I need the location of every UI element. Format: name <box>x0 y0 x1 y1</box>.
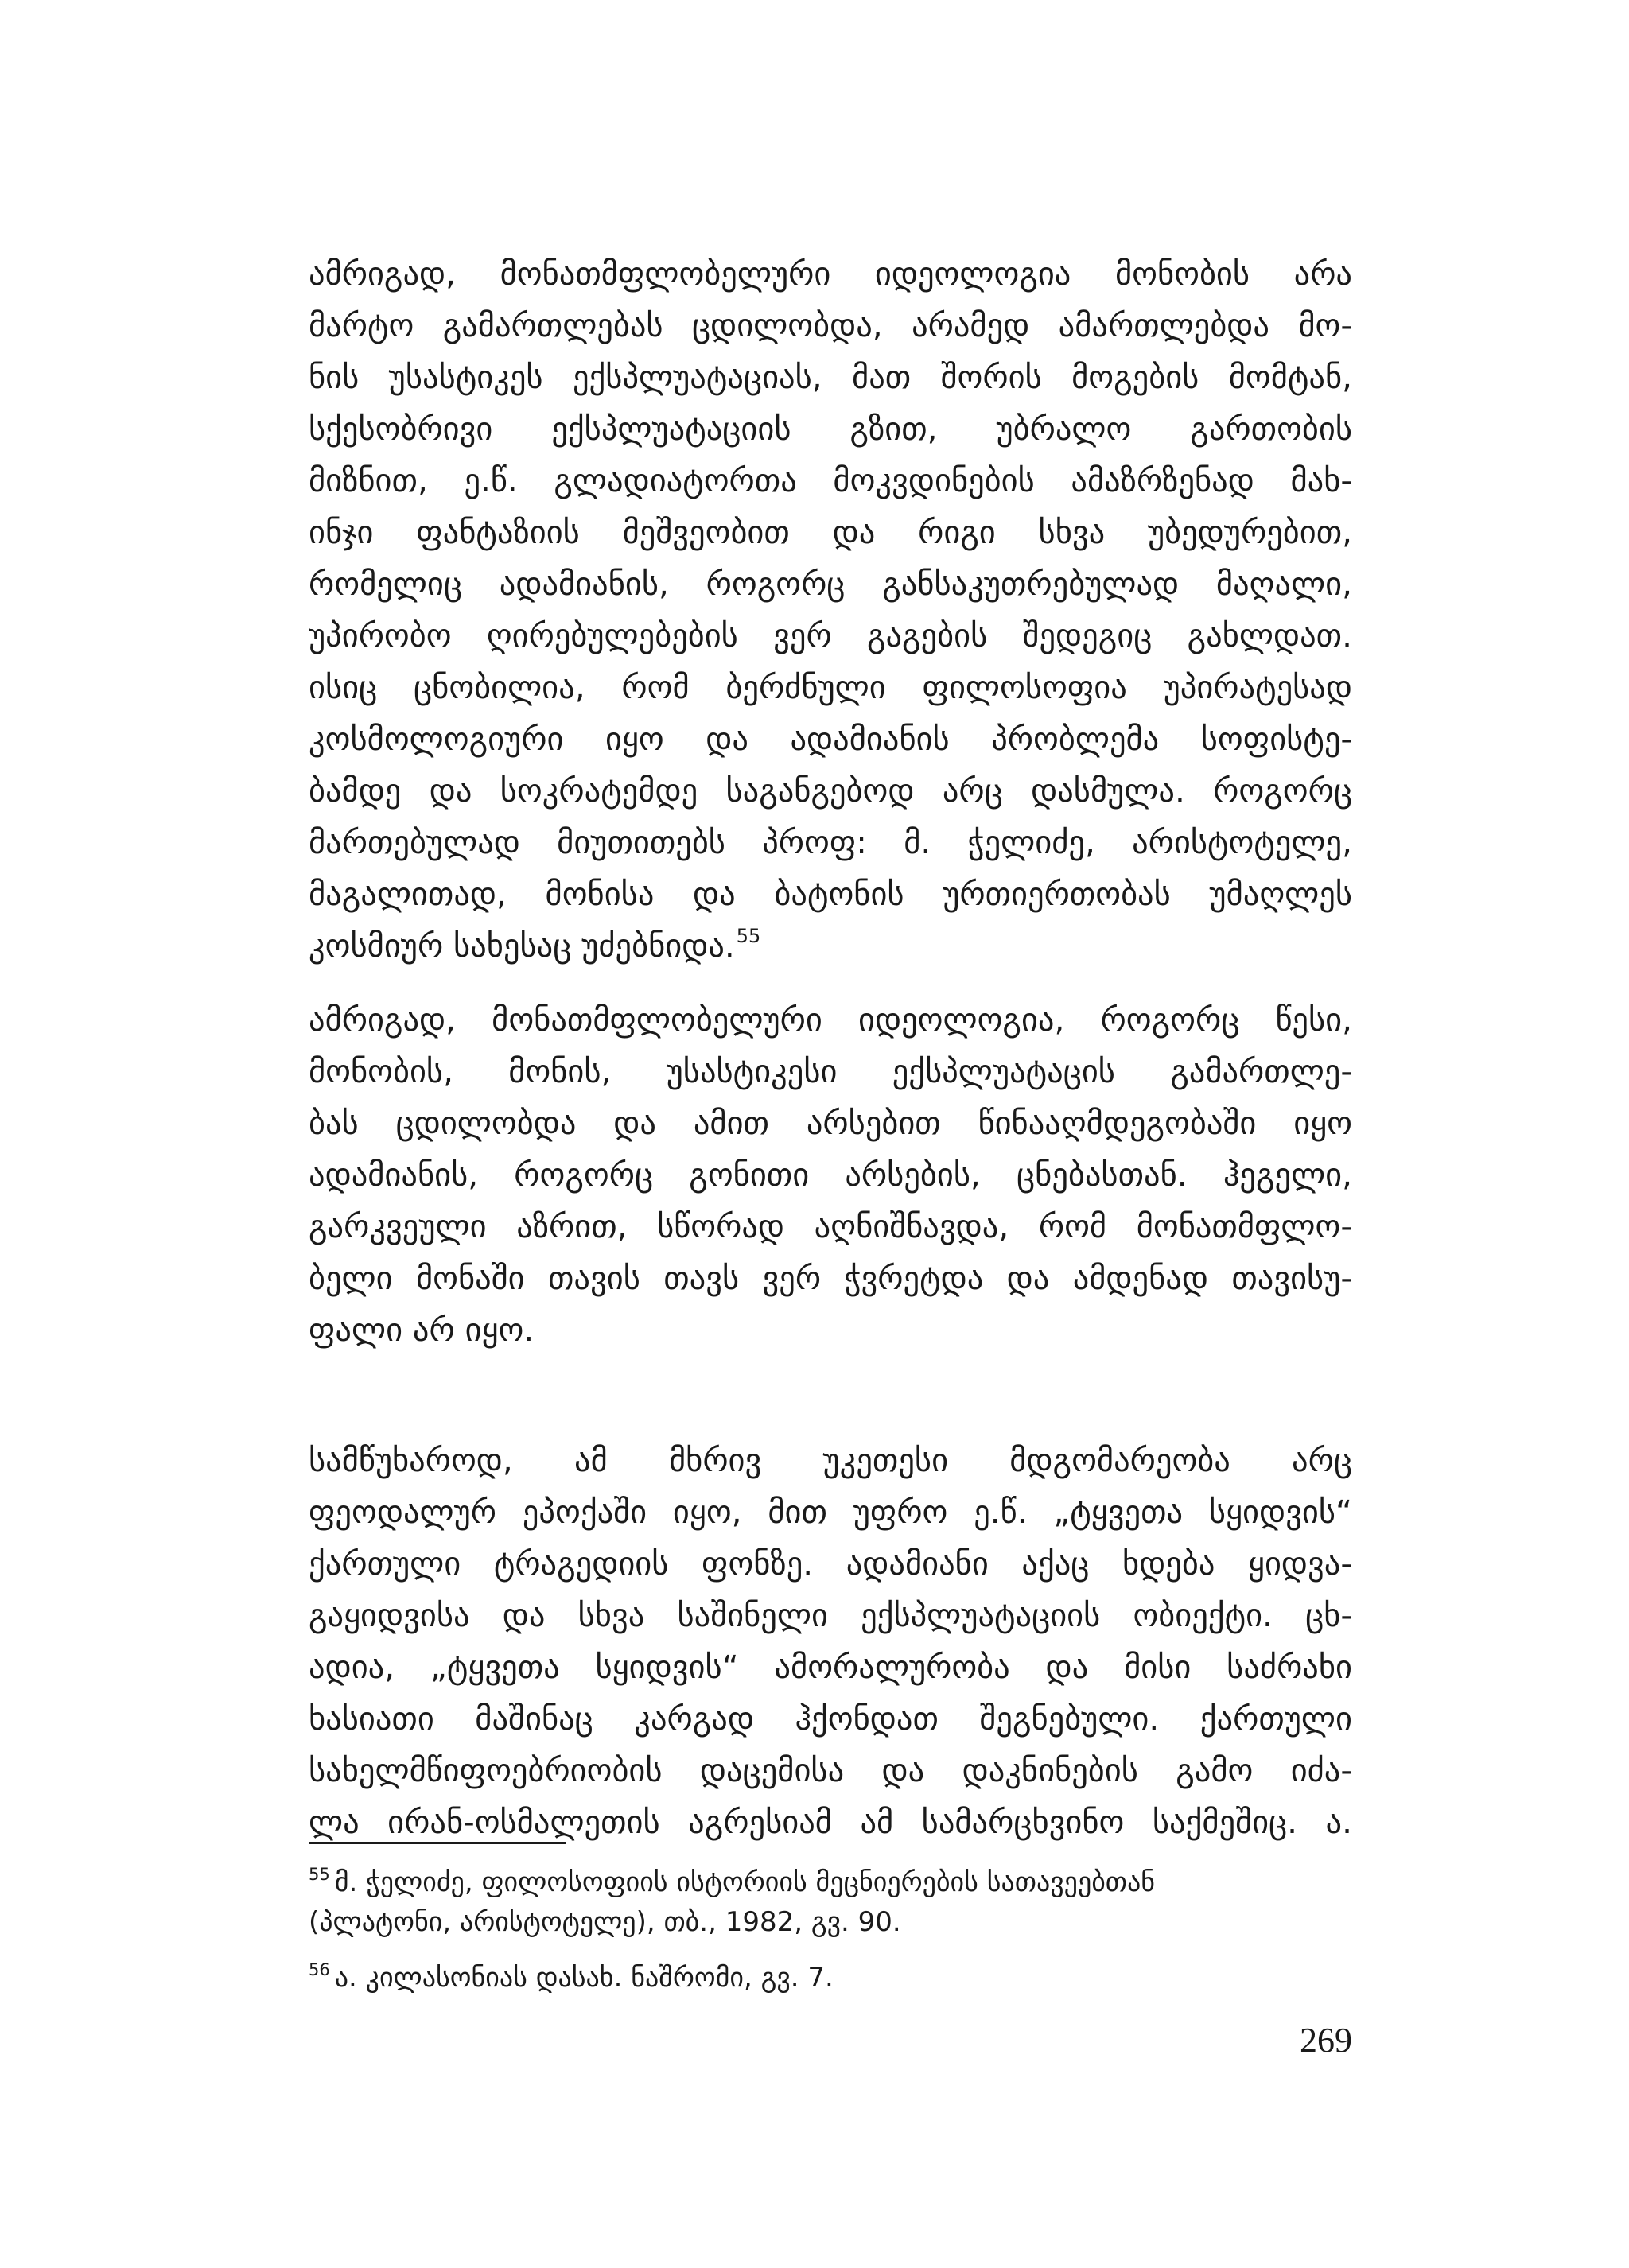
footnote-text: ა. კილასონიას დასახ. ნაშრომი, გვ. 7. <box>334 1962 834 1994</box>
text-line: კოსმოლოგიური იყო და ადამიანის პრობლემა სოფისტე- <box>309 720 1352 758</box>
text-line: მიზნით, ე.წ. გლადიატორთა მოკვდინების ამაზრზენად მახ- <box>309 461 1352 499</box>
footnote-number: 55 <box>309 1865 330 1884</box>
text-line: ბას ცდილობდა და ამით არსებით წინააღმდეგობაში იყო <box>309 1104 1352 1142</box>
footnote-line <box>309 1862 1352 1902</box>
text-line: რომელიც ადამიანის, როგორც განსაკუთრებულად მაღალი, <box>309 565 1352 603</box>
text-line: სამწუხაროდ, ამ მხრივ უკეთესი მდგომარეობა არც <box>309 1441 1352 1479</box>
text-line: ადამიანის, როგორც გონითი არსების, ცნებასთან. ჰეგელი, <box>309 1155 1352 1194</box>
text-line: მონობის, მონის, უსასტიკესი ექსპლუატაცის გამართლე- <box>309 1052 1352 1090</box>
text-line: ფეოდალურ ეპოქაში იყო, მით უფრო ე.წ. „ტყვეთა სყიდვის“ <box>309 1493 1352 1531</box>
text-line-content: კოსმიურ სახესაც უძებნიდა. <box>309 926 735 965</box>
footnote-55 <box>309 1862 1352 1942</box>
text-line: სახელმწიფოებრიობის დაცემისა და დაკნინების გამო იძა- <box>309 1751 1352 1789</box>
text-line: ამრიგად, მონათმფლობელური იდეოლოგია მონობის არა <box>309 254 1352 293</box>
text-line: ქართული ტრაგედიის ფონზე. ადამიანი აქაც ხდება ყიდვა- <box>309 1544 1352 1583</box>
text-line: სქესობრივი ექსპლუატაციის გზით, უბრალო გართობის <box>309 410 1352 448</box>
text-line: მართებულად მიუთითებს პროფ: მ. ჭელიძე, არისტოტელე, <box>309 823 1352 861</box>
text-line: უპირობო ღირებულებების ვერ გაგების შედეგიც გახლდათ. <box>309 616 1352 654</box>
text-line: გაყიდვისა და სხვა საშინელი ექსპლუატაციის ობიექტი. ცხ- <box>309 1596 1352 1634</box>
text-line: ბამდე და სოკრატემდე საგანგებოდ არც დასმულა. როგორც <box>309 771 1352 810</box>
footnote-text: (პლატონი, არისტოტელე), თბ., 1982, გვ. 90. <box>309 1906 901 1938</box>
footnote-56 <box>309 1958 1352 1998</box>
footnote-number: 56 <box>309 1960 330 1979</box>
body-paragraph-1 <box>309 248 1352 972</box>
text-line: მარტო გამართლებას ცდილობდა, არამედ ამართლებდა მო- <box>309 306 1352 344</box>
footnote-text: მ. ჭელიძე, ფილოსოფიის ისტორიის მეცნიერების სათავეებთან <box>334 1866 1156 1898</box>
body-paragraph-2 <box>309 994 1352 1356</box>
text-line: ისიც ცნობილია, რომ ბერძნული ფილოსოფია უპირატესად <box>309 668 1352 706</box>
text-line: ბელი მონაში თავის თავს ვერ ჭვრეტდა და ამდენად თავისუ- <box>309 1259 1352 1297</box>
text-line: ლა ირან-ოსმალეთის აგრესიამ ამ სამარცხვინო საქმეშიც. ა. <box>309 1803 1352 1841</box>
footnote-reference-55[interactable]: 55 <box>736 925 761 947</box>
footnote-separator <box>309 1842 566 1844</box>
page-number: 269 <box>1300 2021 1352 2060</box>
text-line: გარკვეული აზრით, სწორად აღნიშნავდა, რომ მონათმფლო- <box>309 1207 1352 1245</box>
text-line: მაგალითად, მონისა და ბატონის ურთიერთობას უმაღლეს <box>309 875 1352 913</box>
text-line: ხასიათი მაშინაც კარგად ჰქონდათ შეგნებული. ქართული <box>309 1699 1352 1738</box>
text-line: ამრიგად, მონათმფლობელური იდეოლოგია, როგორც წესი, <box>309 1000 1352 1039</box>
text-line-last: ფალი არ იყო. <box>309 1311 535 1349</box>
text-line: ნის უსასტიკეს ექსპლუატაციას, მათ შორის მოგების მომტან, <box>309 358 1352 396</box>
body-paragraph-3 <box>309 1435 1352 1848</box>
text-line: ინჯი ფანტაზიის მეშვეობით და რიგი სხვა უბედურებით, <box>309 513 1352 551</box>
footnote-line <box>309 1902 1352 1942</box>
text-line: ადია, „ტყვეთა სყიდვის“ ამორალურობა და მისი საძრახი <box>309 1648 1352 1686</box>
footnote-line <box>309 1958 1352 1998</box>
text-line-last <box>309 920 1352 972</box>
